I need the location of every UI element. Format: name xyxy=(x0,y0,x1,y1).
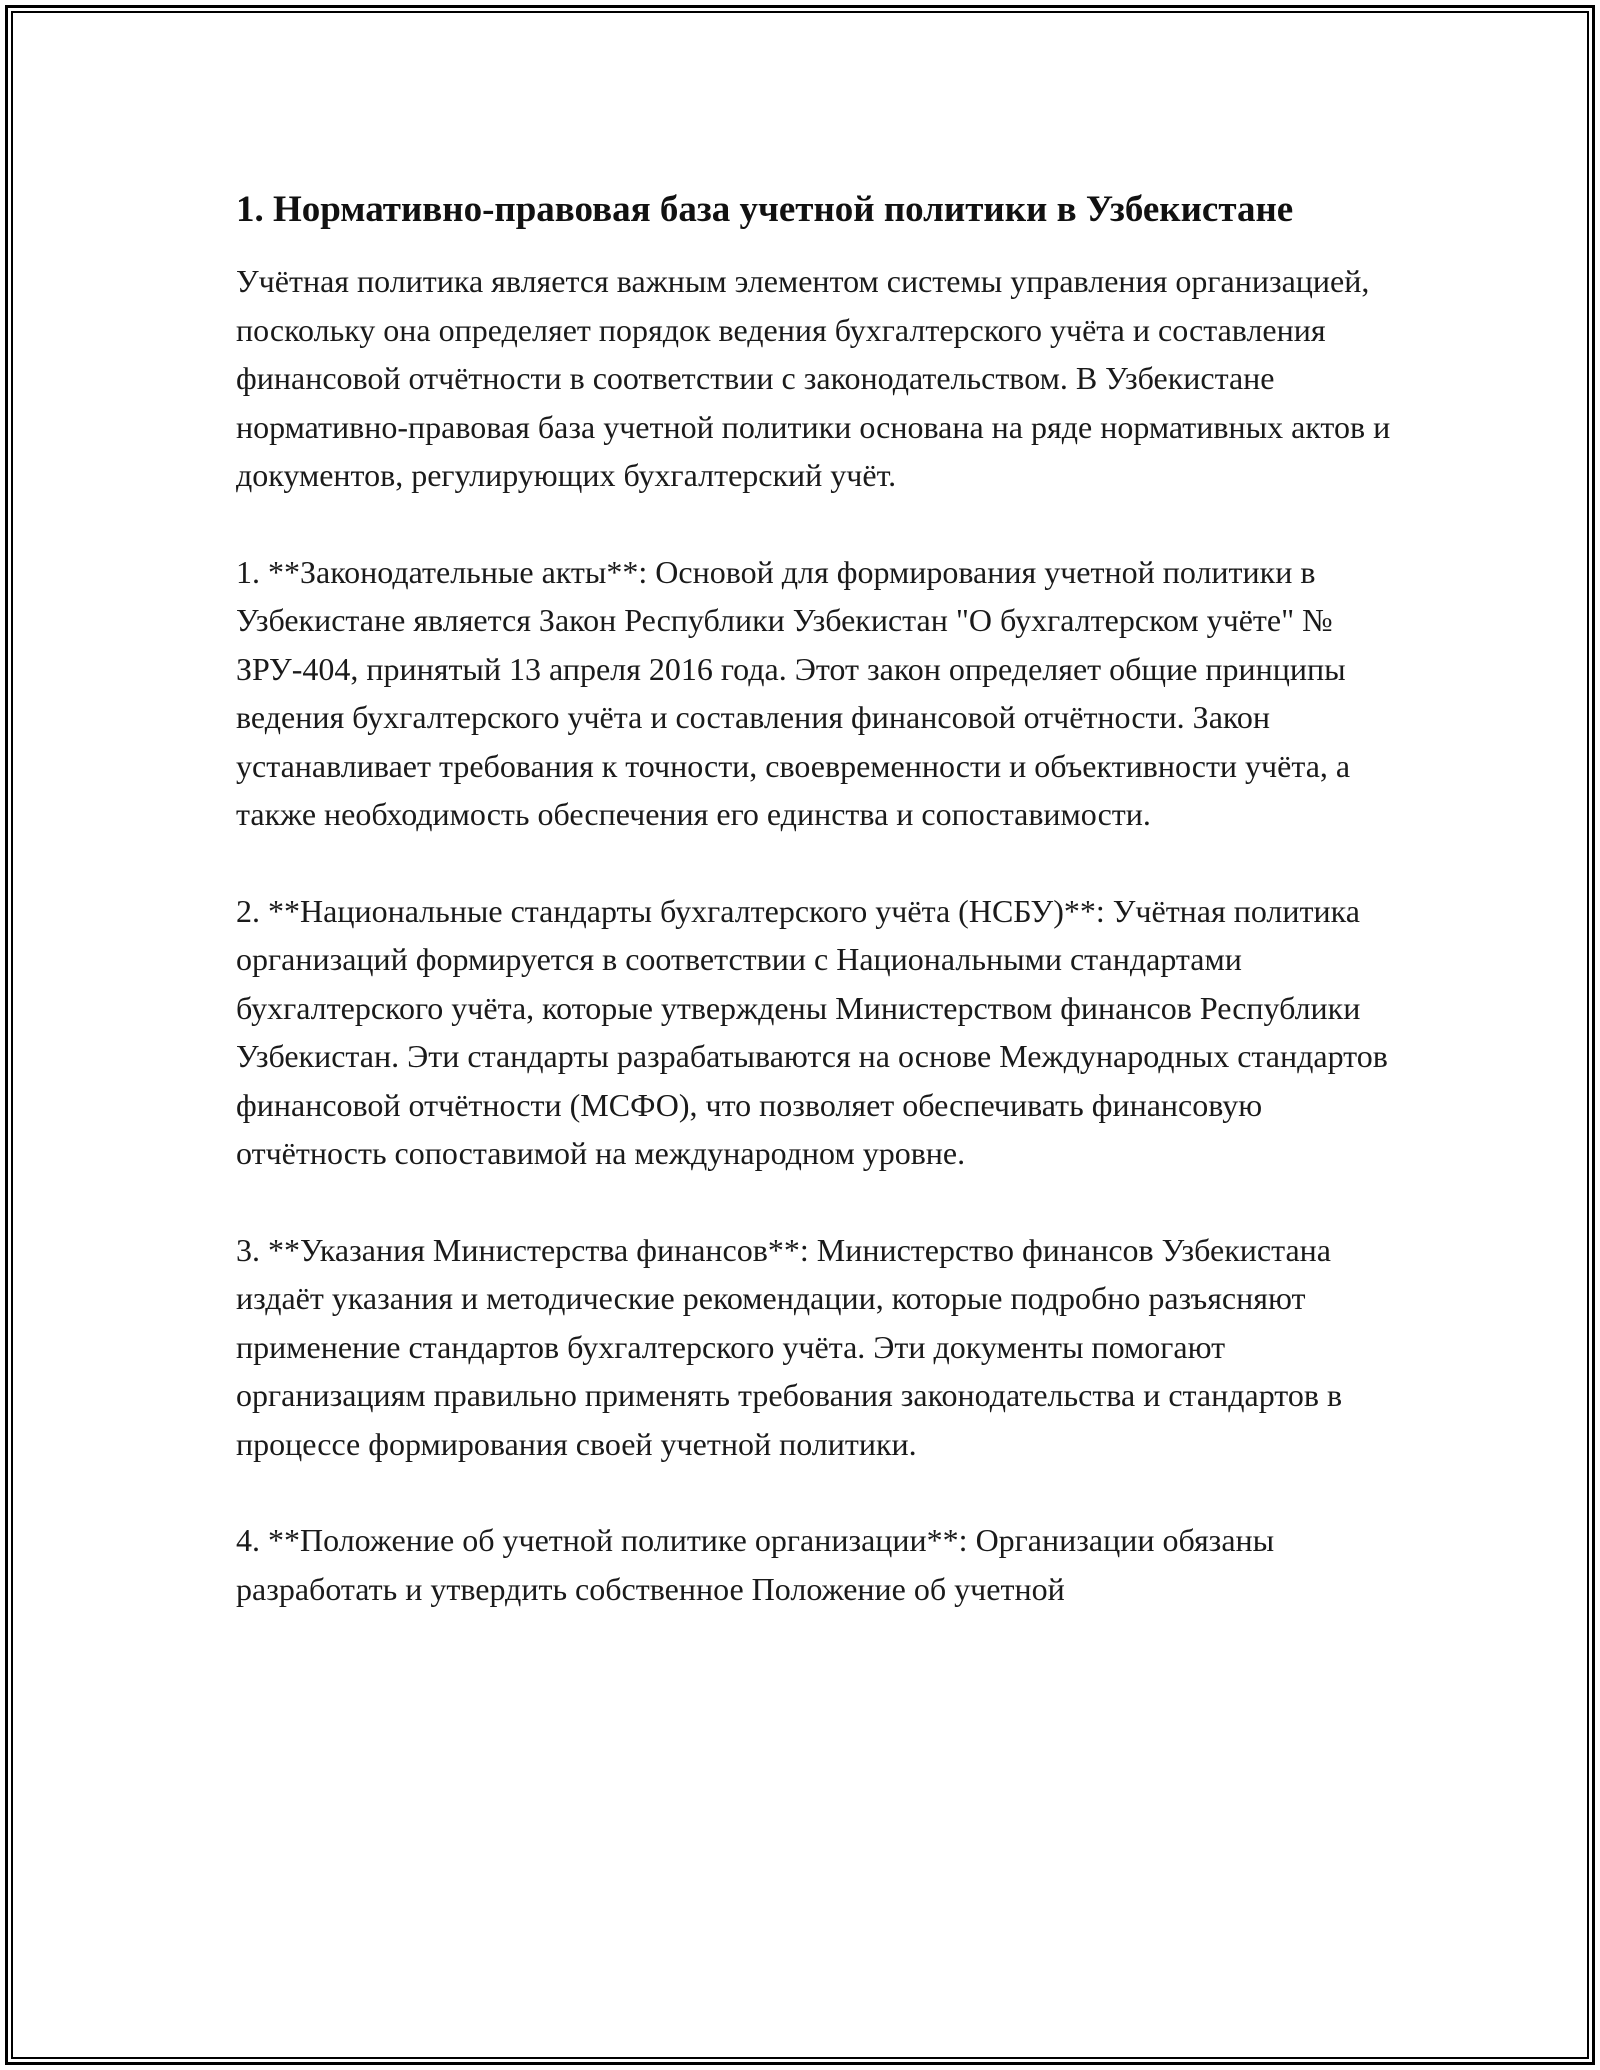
list-item-national-standards: 2. **Национальные стандарты бухгалтерского учёта (НСБУ)**: Учётная политика организаций формируется в соответствии с Национальными стандартами бухгалтерского учёта, которые утверждены Министерством финансов Республики Узбекистан. Эти стандарты разрабатываются на основе Международных стандартов финансовой отчётности (МСФО), что позволяет обеспечивать финансовую отчётность сопоставимой на международном уровне. xyxy=(236,892,1396,1171)
list-item-legislative-acts: 1. **Законодательные акты**: Основой для формирования учетной политики в Узбекистане является Закон Республики Узбекистан "О бухгалтерском учёте" № ЗРУ-404, принятый 13 апреля 2016 года. Этот закон определяет общие принципы ведения бухгалтерского учёта и составления финансовой отчётности. Закон устанавливает требования к точности, своевременности и объективности учёта, а также необходимость обеспечения его единства и сопоставимости. xyxy=(236,553,1359,832)
list-item-ministry-guidance: 3. **Указания Министерства финансов**: Министерство финансов Узбекистана издаёт указания и методические рекомендации, которые подробно разъясняют применение стандартов бухгалтерского учёта. Эти документы помогают организациям правильно применять требования законодательства и стандартов в процессе формирования своей учетной политики. xyxy=(236,1231,1351,1462)
list-item-accounting-policy-regulation: 4. **Положение об учетной политике организации**: Организации обязаны разработать и утвердить собственное Положение об учетной xyxy=(236,1522,1283,1607)
intro-paragraph: Учётная политика является важным элементом системы управления организацией, поскольку она определяет порядок ведения бухгалтерского учёта и составления финансовой отчётности в соответствии с законодательством. В Узбекистане нормативно-правовая база учетной политики основана на ряде нормативных актов и документов, регулирующих бухгалтерский учёт. xyxy=(236,263,1399,493)
section-heading: 1. Нормативно-правовая база учетной политики в Узбекистане xyxy=(236,189,1294,230)
document-page xyxy=(236,182,1399,1661)
